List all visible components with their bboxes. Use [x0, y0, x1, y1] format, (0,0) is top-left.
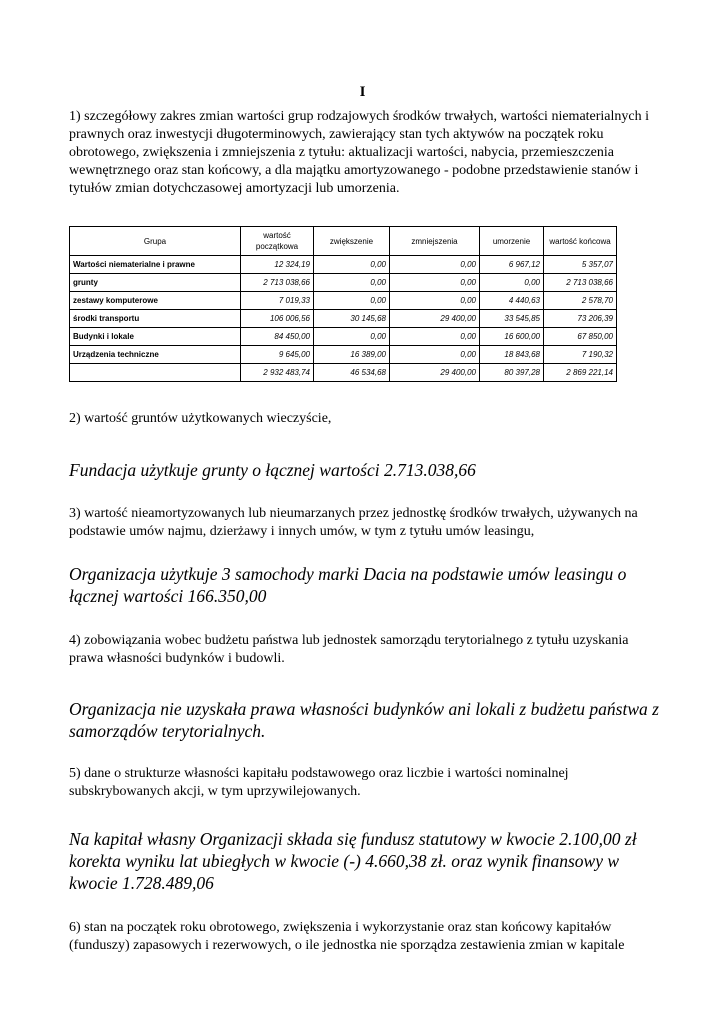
cell-value: 67 850,00 [544, 328, 617, 346]
cell-value: 30 145,68 [314, 310, 390, 328]
cell-value: 0,00 [390, 274, 480, 292]
cell-group: Urządzenia techniczne [70, 346, 241, 364]
header-wartosc-poczatkowa: wartość początkowa [241, 227, 314, 256]
header-umorzenie: umorzenie [480, 227, 544, 256]
cell-value: 106 006,56 [241, 310, 314, 328]
table-row [70, 346, 617, 364]
cell-value: 73 206,39 [544, 310, 617, 328]
cell-value: 16 389,00 [314, 346, 390, 364]
cell-value: 29 400,00 [390, 310, 480, 328]
header-zwiekszenie: zwiększenie [314, 227, 390, 256]
cell-group: zestawy komputerowe [70, 292, 241, 310]
cell-value: 7 190,32 [544, 346, 617, 364]
table-total-row [70, 364, 617, 382]
cell-value: 84 450,00 [241, 328, 314, 346]
table-row [70, 328, 617, 346]
cell-group: grunty [70, 274, 241, 292]
page-heading: I [359, 84, 366, 100]
cell-value: 6 967,12 [480, 256, 544, 274]
section-2-text: 2) wartość gruntów użytkowanych wieczyście, [69, 411, 332, 426]
section-5-text: 5) dane o strukturze własności kapitału podstawowego oraz liczbie i wartości nominalnej subskrybowanych akcji, w tym uprzywilejowanych. [69, 766, 569, 799]
table-row [70, 292, 617, 310]
cell-value: 0,00 [314, 274, 390, 292]
section-3-answer: Organizacja użytkuje 3 samochody marki Dacia na podstawie umów leasingu o łącznej wartości 166.350,00 [69, 564, 627, 606]
cell-total: 29 400,00 [390, 364, 480, 382]
table-header-row [70, 227, 617, 256]
cell-value: 0,00 [480, 274, 544, 292]
header-grupa: Grupa [70, 227, 241, 256]
cell-value: 5 357,07 [544, 256, 617, 274]
cell-value: 2 713 038,66 [544, 274, 617, 292]
table-row [70, 274, 617, 292]
section-4-text: 4) zobowiązania wobec budżetu państwa lub jednostek samorządu terytorialnego z tytułu uzyskania prawa własności budynków i budowli. [69, 633, 629, 666]
cell-value: 2 578,70 [544, 292, 617, 310]
cell-value: 0,00 [390, 256, 480, 274]
cell-value: 18 843,68 [480, 346, 544, 364]
table-row [70, 256, 617, 274]
cell-total: 80 397,28 [480, 364, 544, 382]
cell-total: 2 869 221,14 [544, 364, 617, 382]
cell-value: 0,00 [390, 292, 480, 310]
header-zmniejszenia: zmniejszenia [390, 227, 480, 256]
section-2-answer: Fundacja użytkuje grunty o łącznej wartości 2.713.038,66 [69, 460, 476, 480]
cell-value: 0,00 [314, 256, 390, 274]
section-4-answer: Organizacja nie uzyskała prawa własności budynków ani lokali z budżetu państwa z samorządów terytorialnych. [69, 699, 659, 741]
section-1-text: 1) szczegółowy zakres zmian wartości grup rodzajowych środków trwałych, wartości niematerialnych i prawnych oraz inwestycji długoterminowych, zawierający stan tych aktywów na początek roku obrotowego, zwiększenia i zmniejszenia z tytułu: aktualizacji wartości, nabycia, przemieszczenia wewnętrznego oraz stan końcowy, a dla majątku amortyzowanego - podobne przedstawienie stanów i tytułów zmian dotychczasowej amortyzacji lub umorzenia. [69, 109, 650, 196]
fixed-assets-table [69, 226, 617, 382]
cell-value: 0,00 [390, 328, 480, 346]
section-6-text: 6) stan na początek roku obrotowego, zwiększenia i wykorzystanie oraz stan końcowy kapitałów (funduszy) zapasowych i rezerwowych, o ile jednostka nie sporządza zestawienia zmian w kapitale [69, 920, 625, 953]
cell-value: 0,00 [314, 292, 390, 310]
cell-value: 16 600,00 [480, 328, 544, 346]
cell-value: 7 019,33 [241, 292, 314, 310]
cell-value: 0,00 [390, 346, 480, 364]
cell-value: 4 440,63 [480, 292, 544, 310]
table-row [70, 310, 617, 328]
cell-group [70, 364, 241, 382]
cell-total: 46 534,68 [314, 364, 390, 382]
section-5-answer: Na kapitał własny Organizacji składa się fundusz statutowy w kwocie 2.100,00 zł korekta wyniku lat ubiegłych w kwocie (-) 4.660,38 zł. oraz wynik finansowy w kwocie 1.728.489,06 [69, 829, 637, 893]
cell-group: Wartości niematerialne i prawne [70, 256, 241, 274]
cell-value: 0,00 [314, 328, 390, 346]
cell-value: 33 545,85 [480, 310, 544, 328]
cell-value: 12 324,19 [241, 256, 314, 274]
cell-group: środki transportu [70, 310, 241, 328]
header-wartosc-koncowa: wartość końcowa [544, 227, 617, 256]
cell-value: 9 645,00 [241, 346, 314, 364]
cell-total: 2 932 483,74 [241, 364, 314, 382]
cell-value: 2 713 038,66 [241, 274, 314, 292]
section-3-text: 3) wartość nieamortyzowanych lub nieumarzanych przez jednostkę środków trwałych, używanych na podstawie umów najmu, dzierżawy i innych umów, w tym z tytułu umów leasingu, [69, 506, 638, 539]
cell-group: Budynki i lokale [70, 328, 241, 346]
